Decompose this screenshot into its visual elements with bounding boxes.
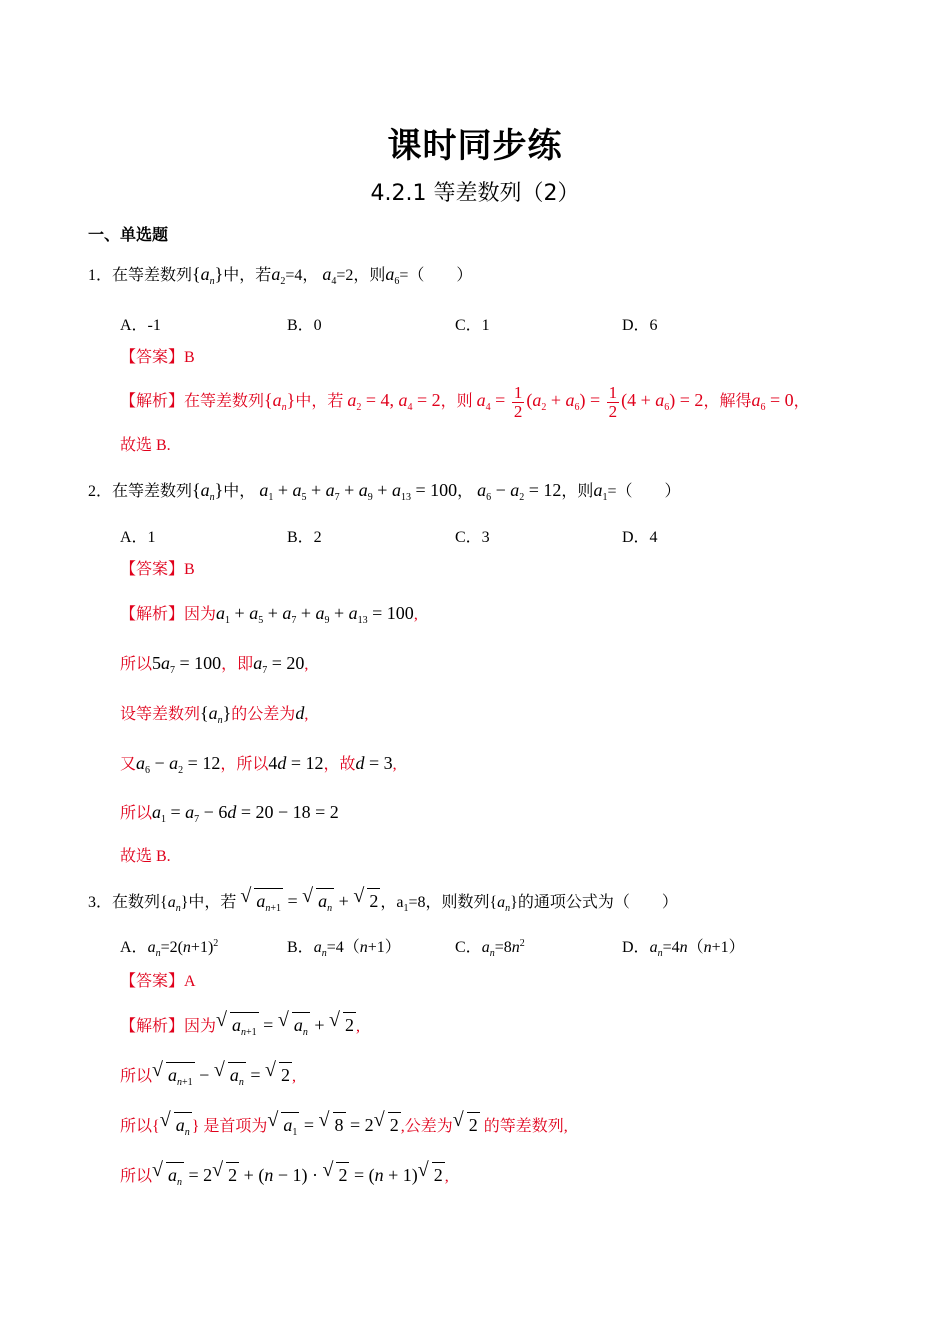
question-3-analysis-line-4: 所以√ $a_n = 2√$ 2 + (n − 1) · √ 2 = (n + 1)√ 2 ,	[120, 1162, 449, 1195]
question-2-analysis-line-3: 设等差数列$\{a_n\}$的公差为d,	[120, 703, 309, 726]
question-1-option-c: C．1	[455, 317, 490, 334]
question-3-analysis-line-1: 【解析】因为√ $a_{n+1}$ = √ $a_n$ + √ 2 ,	[120, 1012, 360, 1045]
question-1-analysis: 【解析】在等差数列$\{a_n\}$中，若 $a_2 = 4$, $a_4 = 2$，则 $a_4$ = $\frac{1}{2}$ $(a_2 + a_6)$ = $\frac{1}{2}$ $(4 + a_6) = 2$，解得$a_6 = 0$，	[120, 383, 810, 421]
question-1-answer: 【答案】B	[120, 349, 195, 366]
section-heading: 一、单选题	[88, 225, 169, 244]
question-2-analysis-line-4: 又$a_6 - a_2 = 12$，所以4d = 12，故d = 3,	[120, 753, 397, 776]
question-1-option-b: B．0	[287, 317, 322, 334]
question-2-stem: 2．在等差数列$\{a_n\}$中， $a_1 + a_5 + a_7 + a_9 + a_{13} = 100$， $a_6 - a_2 = 12$，则$a_1=$（ ）	[88, 480, 681, 503]
question-2-conclusion: 故选 B.	[120, 848, 171, 865]
question-3-option-d: D．$a_n=4n(n+1)$	[622, 939, 745, 959]
question-3-answer: 【答案】A	[120, 973, 196, 990]
question-3-option-c: C．$a_n=8n^2$	[455, 938, 525, 959]
page-subtitle: 4.2.1 等差数列（2）	[370, 181, 580, 206]
question-1-option-a: A．-1	[120, 317, 161, 334]
question-3-stem: 3．在数列$\{a_n\}$中，若 √ $a_{n+1}$ = √ $a_n$ + √ 2 ，$a_1=8$，则数列$\{a_n\}$的通项公式为（ ）	[88, 888, 678, 921]
question-3-analysis-line-3: 所以{√ $a_n$ } 是首项为√ $a_1$ = √ 8 = 2√ 2 ,公差为√ 2 的等差数列,	[120, 1112, 568, 1145]
question-2-option-c: C．3	[455, 529, 490, 546]
question-3-option-b: B．$a_n=4(n+1)$	[287, 939, 401, 959]
question-3-option-a: A．$a_n=2(n+1)^2$	[120, 938, 219, 959]
question-2-analysis-line-2: 所以$5a_7 = 100$，即$a_7 = 20$,	[120, 653, 309, 676]
question-2-option-b: B．2	[287, 529, 322, 546]
question-2-analysis-line-5: 所以$a_1 = a_7 - 6d = 20 - 18 = 2$	[120, 802, 339, 825]
question-1-option-d: D．6	[622, 317, 658, 334]
question-1-stem: 1．在等差数列$\{a_n\}$中，若$a_2=4$， $a_4=2$，则$a_6=$（ ）	[88, 264, 473, 287]
question-2-option-d: D．4	[622, 529, 658, 546]
question-2-analysis-line-1: 【解析】因为$a_1 + a_5 + a_7 + a_9 + a_{13} = 100$,	[120, 603, 418, 626]
question-3-analysis-line-2: 所以√ $a_{n+1}$ − √ $a_n$ = √ 2 ,	[120, 1062, 296, 1095]
page-title: 课时同步练	[387, 126, 563, 166]
question-2-answer: 【答案】B	[120, 561, 195, 578]
question-1-conclusion: 故选 B.	[120, 437, 171, 454]
question-2-option-a: A．1	[120, 529, 156, 546]
